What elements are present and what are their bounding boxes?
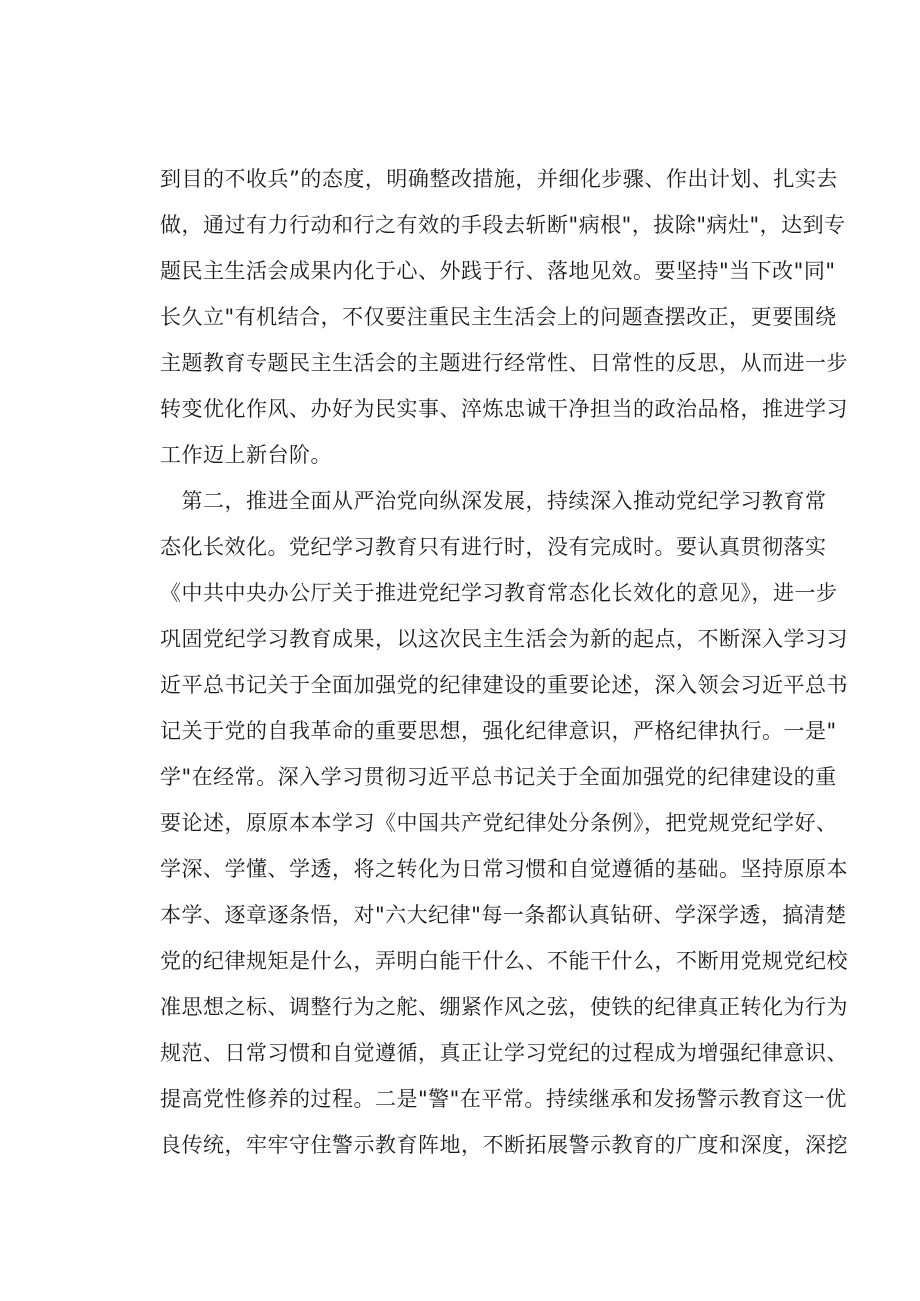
body-text xyxy=(160,156,848,1168)
paragraph-2-line-8: 要论述，原原本本学习《中国共产党纪律处分条例》，把党规党纪学好、 xyxy=(160,811,838,835)
paragraph-1-line-2: 做，通过有力行动和行之有效的手段去斩断"病根"，拔除"病灶"，达到专 xyxy=(160,213,846,237)
paragraph-2-line-3: 《中共中央办公厅关于推进党纪学习教育常态化长效化的意见》，进一步 xyxy=(160,581,838,605)
paragraph-1-line-1: 到目的不收兵”的态度，明确整改措施，并细化步骤、作出计划、扎实去 xyxy=(160,167,838,191)
paragraph-2-line-6: 记关于党的自我革命的重要思想，强化纪律意识，严格纪律执行。一是" xyxy=(160,719,837,743)
paragraph-2-line-5: 近平总书记关于全面加强党的纪律建设的重要论述，深入领会习近平总书 xyxy=(160,673,848,697)
paragraph-1-line-5: 主题教育专题民主生活会的主题进行经常性、日常性的反思，从而进一步 xyxy=(160,351,848,375)
paragraph-2-line-4: 巩固党纪学习教育成果，以这次民主生活会为新的起点，不断深入学习习 xyxy=(160,627,848,651)
paragraph-2-line-9: 学深、学懂、学透，将之转化为日常习惯和自觉遵循的基础。坚持原原本 xyxy=(160,857,848,881)
paragraph-2-line-13: 规范、日常习惯和自觉遵循，真正让学习党纪的过程成为增强纪律意识、 xyxy=(160,1041,848,1065)
paragraph-1-line-4: 长久立"有机结合，不仅要注重民主生活会上的问题查摆改正，更要围绕 xyxy=(160,305,837,329)
paragraph-2-line-7: 学"在经常。深入学习贯彻习近平总书记关于全面加强党的纪律建设的重 xyxy=(160,765,837,789)
paragraph-2-line-12: 准思想之标、调整行为之舵、绷紧作风之弦，使铁的纪律真正转化为行为 xyxy=(160,995,848,1019)
paragraph-2-line-15: 良传统，牢牢守住警示教育阵地，不断拓展警示教育的广度和深度，深挖 xyxy=(160,1133,848,1157)
paragraph-2-line-1: 第二，推进全面从严治党向纵深发展，持续深入推动党纪学习教育常 xyxy=(160,489,827,513)
paragraph-2-line-2: 态化长效化。党纪学习教育只有进行时，没有完成时。要认真贯彻落实 xyxy=(160,535,827,559)
paragraph-2-line-10: 本学、逐章逐条悟，对"六大纪律"每一条都认真钻研、学深学透，搞清楚 xyxy=(160,903,847,927)
paragraph-1-line-3: 题民主生活会成果内化于心、外践于行、落地见效。要坚持"当下改"同" xyxy=(160,259,836,283)
paragraph-1-line-6: 转变优化作风、办好为民实事、淬炼忠诚干净担当的政治品格，推进学习 xyxy=(160,397,848,421)
paragraph-1-line-7: 工作迈上新台阶。 xyxy=(160,443,332,467)
paragraph-2-line-14: 提高党性修养的过程。二是"警"在平常。持续继承和发扬警示教育这一优 xyxy=(160,1087,847,1111)
paragraph-2-line-11: 党的纪律规矩是什么，弄明白能干什么、不能干什么，不断用党规党纪校 xyxy=(160,949,848,973)
